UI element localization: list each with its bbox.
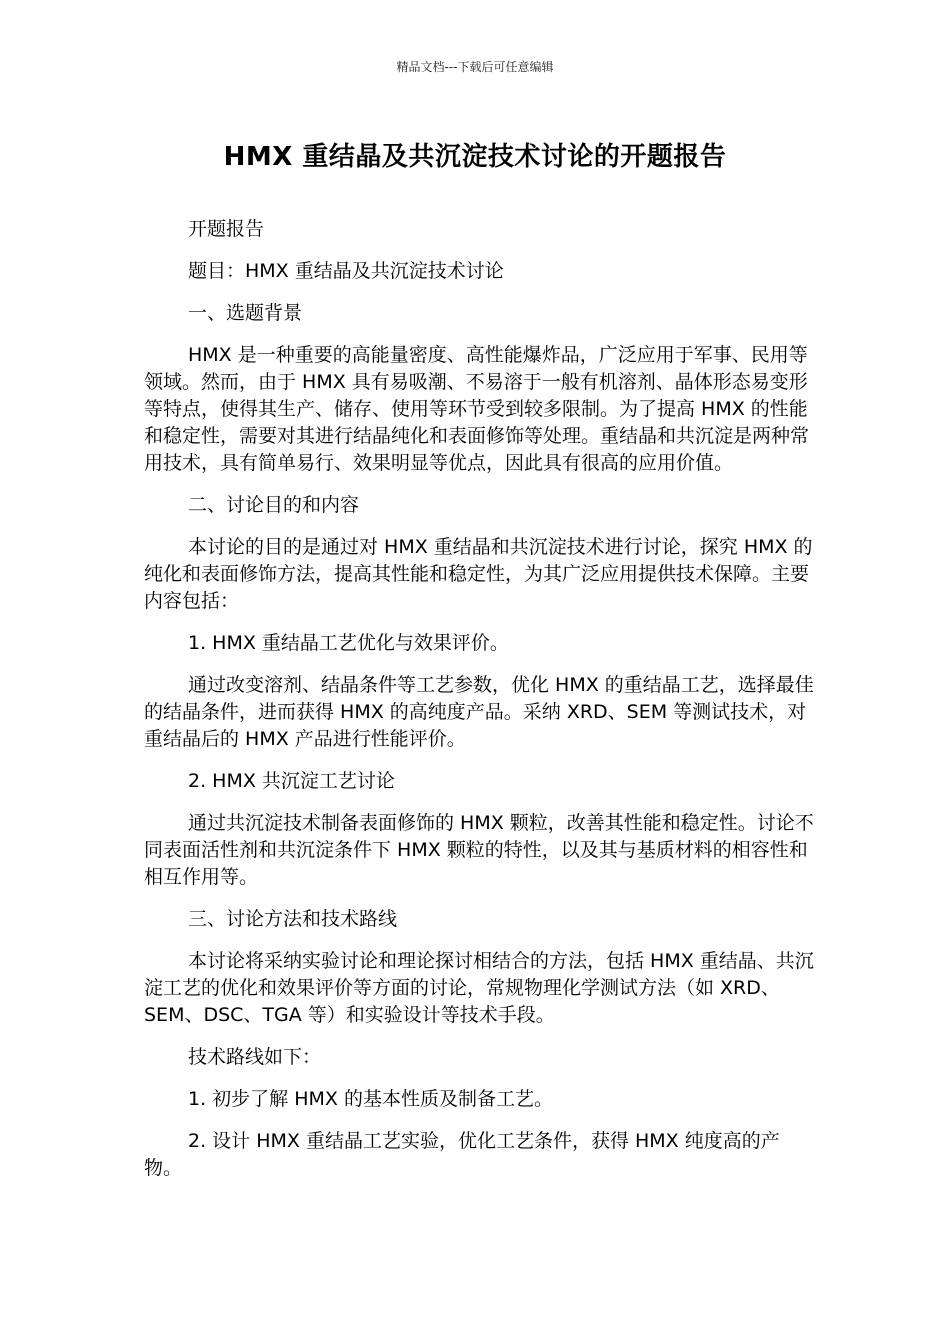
section-heading-methods: 三、讨论方法和技术路线 xyxy=(188,908,398,930)
list-item-recrystallization: 1. HMX 重结晶工艺优化与效果评价。 xyxy=(188,632,509,654)
document-body xyxy=(144,216,816,1197)
list-item-route-2: 2. 设计 HMX 重结晶工艺实验，优化工艺条件，获得 HMX 纯度高的产物。 xyxy=(144,1130,780,1179)
section-heading-background: 一、选题背景 xyxy=(188,302,303,324)
paragraph-report-label: 开题报告 xyxy=(188,218,265,240)
header-note: 精品文档---下载后可任意编辑 xyxy=(396,60,554,74)
paragraph-background: HMX 是一种重要的高能量密度、高性能爆炸品，广泛应用于军事、民用等领域。然而，由于 HMX 具有易吸潮、不易溶于一般有机溶剂、晶体形态易变形等特点，使得其生产、储存、使用等环节受到较多限制。为了提高 HMX 的性能和稳定性，需要对其进行结晶纯化和表面修饰等处理。重结晶和共沉淀是两种常用技术，具有简单易行、效果明显等优点，因此具有很高的应用价值。 xyxy=(144,344,810,474)
document-title: HMX 重结晶及共沉淀技术讨论的开题报告 xyxy=(223,142,727,172)
list-item-route-1: 1. 初步了解 HMX 的基本性质及制备工艺。 xyxy=(188,1088,553,1110)
paragraph-recrystallization: 通过改变溶剂、结晶条件等工艺参数，优化 HMX 的重结晶工艺，选择最佳的结晶条件，进而获得 HMX 的高纯度产品。采纳 XRD、SEM 等测试技术，对重结晶后的 HMX 产品进行性能评价。 xyxy=(144,674,814,750)
paragraph-purpose: 本讨论的目的是通过对 HMX 重结晶和共沉淀技术进行讨论，探究 HMX 的纯化和表面修饰方法，提高其性能和稳定性，为其广泛应用提供技术保障。主要内容包括： xyxy=(144,536,813,612)
paragraph-methods: 本讨论将采纳实验讨论和理论探讨相结合的方法，包括 HMX 重结晶、共沉淀工艺的优化和效果评价等方面的讨论，常规物理化学测试方法（如 XRD、SEM、DSC、TGA 等）和实验设计等技术手段。 xyxy=(144,950,814,1026)
list-item-coprecipitation: 2. HMX 共沉淀工艺讨论 xyxy=(188,770,395,792)
paragraph-route-intro: 技术路线如下： xyxy=(188,1046,322,1068)
paragraph-topic: 题目：HMX 重结晶及共沉淀技术讨论 xyxy=(188,260,504,282)
section-heading-purpose: 二、讨论目的和内容 xyxy=(188,494,360,516)
paragraph-coprecipitation: 通过共沉淀技术制备表面修饰的 HMX 颗粒，改善其性能和稳定性。讨论不同表面活性剂和共沉淀条件下 HMX 颗粒的特性，以及其与基质材料的相容性和相互作用等。 xyxy=(144,812,814,888)
